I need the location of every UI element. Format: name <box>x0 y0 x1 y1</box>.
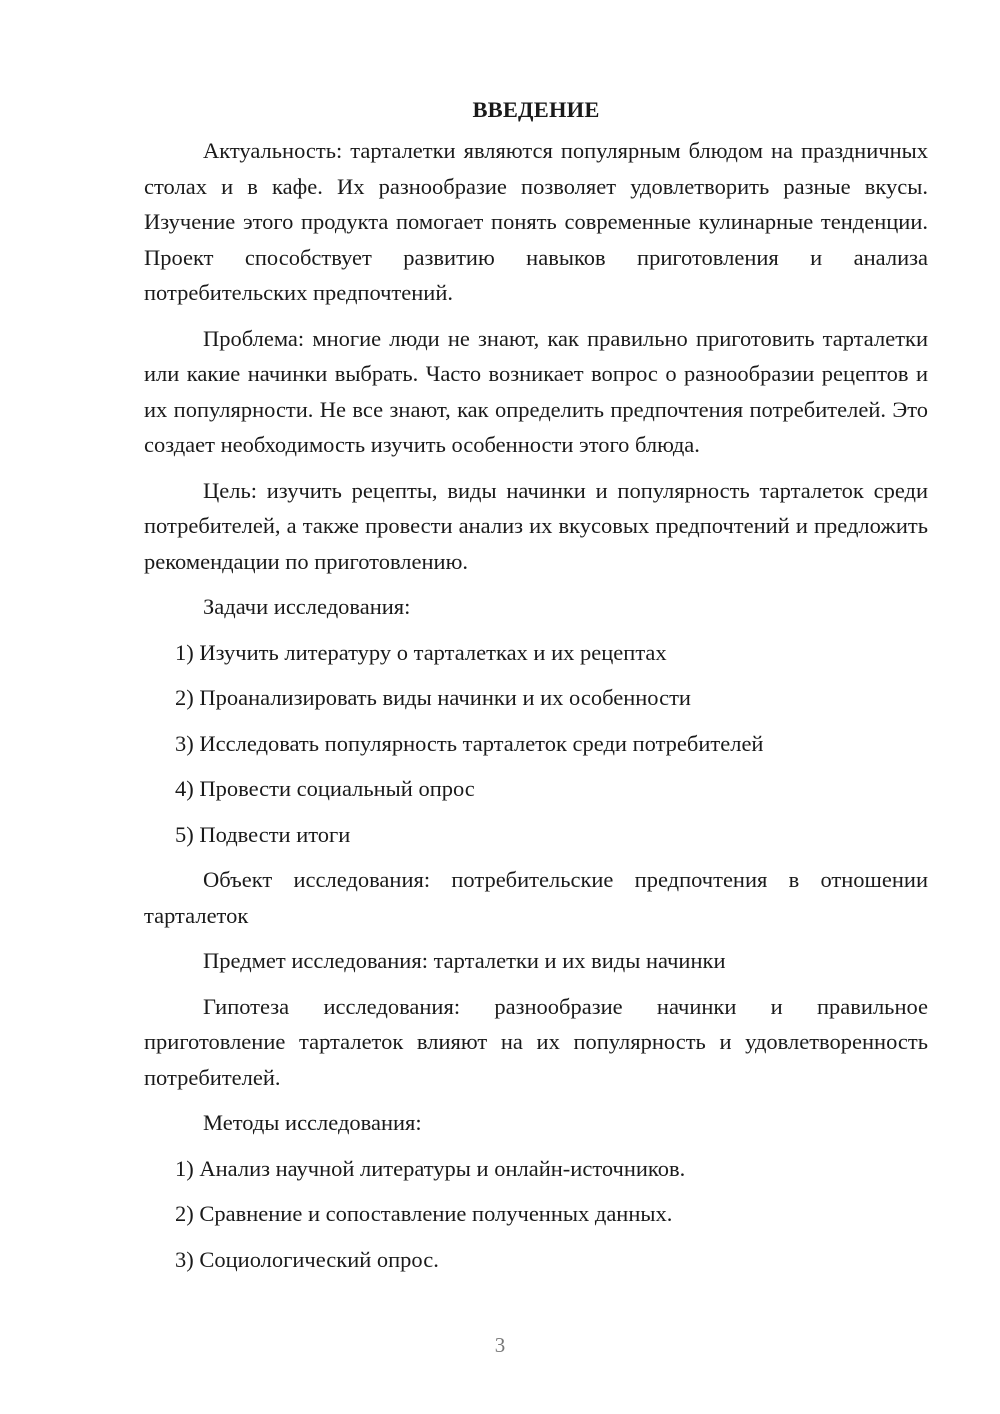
subject-paragraph: Предмет исследования: тарталетки и их виды начинки <box>203 948 726 973</box>
list-item: 3) Социологический опрос. <box>175 1246 439 1272</box>
methods-list <box>144 1151 928 1278</box>
list-item: 4) Провести социальный опрос <box>175 776 475 801</box>
methods-label: Методы исследования: <box>203 1110 422 1135</box>
object-paragraph: Объект исследования: потребительские предпочтения в отношении тарталеток <box>144 867 928 928</box>
tasks-list <box>144 635 928 853</box>
list-item: 1) Изучить литературу о тарталетках и их рецептах <box>175 639 667 665</box>
list-item: 2) Проанализировать виды начинки и их особенности <box>175 685 691 710</box>
list-item: 5) Подвести итоги <box>175 821 351 847</box>
list-item: 1) Анализ научной литературы и онлайн-источников. <box>175 1155 686 1181</box>
list-item: 3) Исследовать популярность тарталеток среди потребителей <box>175 730 764 756</box>
goal-paragraph: Цель: изучить рецепты, виды начинки и популярность тарталеток среди потребителей, а также провести анализ их вкусовых предпочтений и предложить рекомендации по приготовлению. <box>144 477 928 574</box>
hypothesis-paragraph: Гипотеза исследования: разнообразие начинки и правильное приготовление тарталеток влияют на их популярность и удовлетворенность потребителей. <box>144 993 928 1090</box>
document-page <box>144 92 928 1287</box>
section-heading: ВВЕДЕНИЕ <box>472 97 600 122</box>
problem-paragraph: Проблема: многие люди не знают, как правильно приготовить тарталетки или какие начинки выбрать. Часто возникает вопрос о разнообразии рецептов и их популярности. Не все знают, как определить предпочтения потребителей. Это создает необходимость изучить особенности этого блюда. <box>144 325 928 457</box>
page-number: 3 <box>494 1333 506 1357</box>
relevance-paragraph: Актуальность: тарталетки являются популярным блюдом на праздничных столах и в кафе. Их разнообразие позволяет удовлетворить разные вкусы. Изучение этого продукта помогает понять современные кулинарные тенденции. Проект способствует развитию навыков приготовления и анализа потребительских предпочтений. <box>144 138 928 305</box>
tasks-label: Задачи исследования: <box>203 594 411 619</box>
list-item: 2) Сравнение и сопоставление полученных данных. <box>175 1201 673 1226</box>
